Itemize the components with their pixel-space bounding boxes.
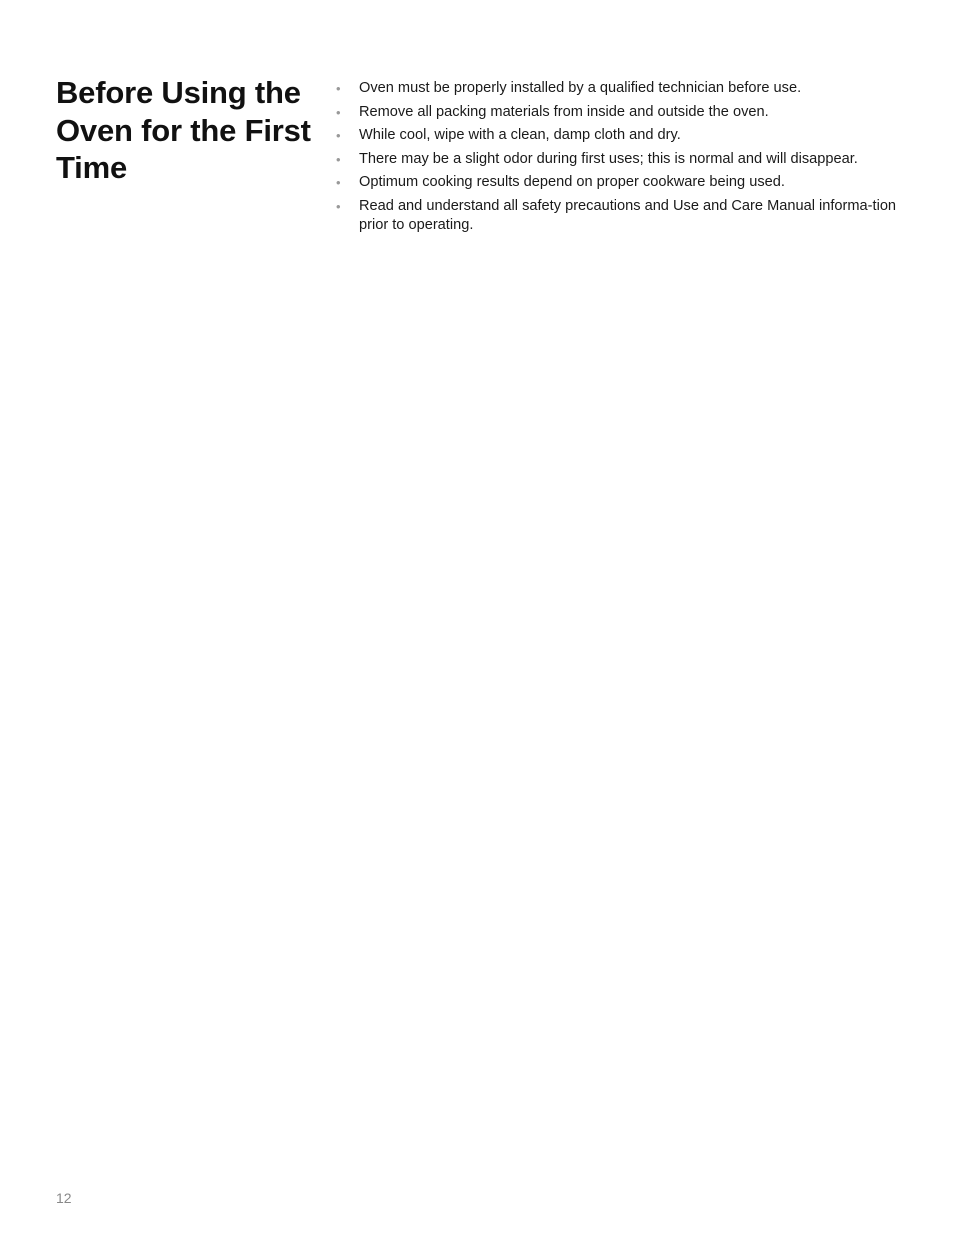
- bullet-icon: •: [336, 198, 341, 214]
- bullet-icon: •: [336, 151, 341, 167]
- list-item: [336, 126, 906, 145]
- page-title: Before Using the Oven for the First Time: [56, 75, 311, 185]
- list-item: [336, 197, 906, 235]
- list-item-text: Read and understand all safety precautions and Use and Care Manual informa-tion prior to operating.: [359, 197, 897, 233]
- list-item: [336, 103, 906, 122]
- list-item-text: While cool, wipe with a clean, damp cloth and dry.: [359, 127, 681, 143]
- bullet-icon: •: [336, 128, 341, 143]
- list-item: [336, 173, 906, 192]
- bullet-icon: •: [336, 175, 341, 190]
- list-item-text: There may be a slight odor during first uses; this is normal and will disappear.: [359, 150, 858, 167]
- list-item: [336, 79, 906, 98]
- list-item: [336, 150, 906, 169]
- instruction-list: [336, 79, 906, 239]
- list-item-text: Oven must be properly installed by a qualified technician before use.: [359, 80, 802, 96]
- bullet-icon: •: [336, 81, 341, 96]
- list-item-text: Remove all packing materials from inside and outside the oven.: [359, 103, 769, 120]
- list-item-text: Optimum cooking results depend on proper cookware being used.: [359, 174, 785, 190]
- bullet-icon: •: [336, 104, 341, 120]
- page-number: 12: [56, 1190, 72, 1206]
